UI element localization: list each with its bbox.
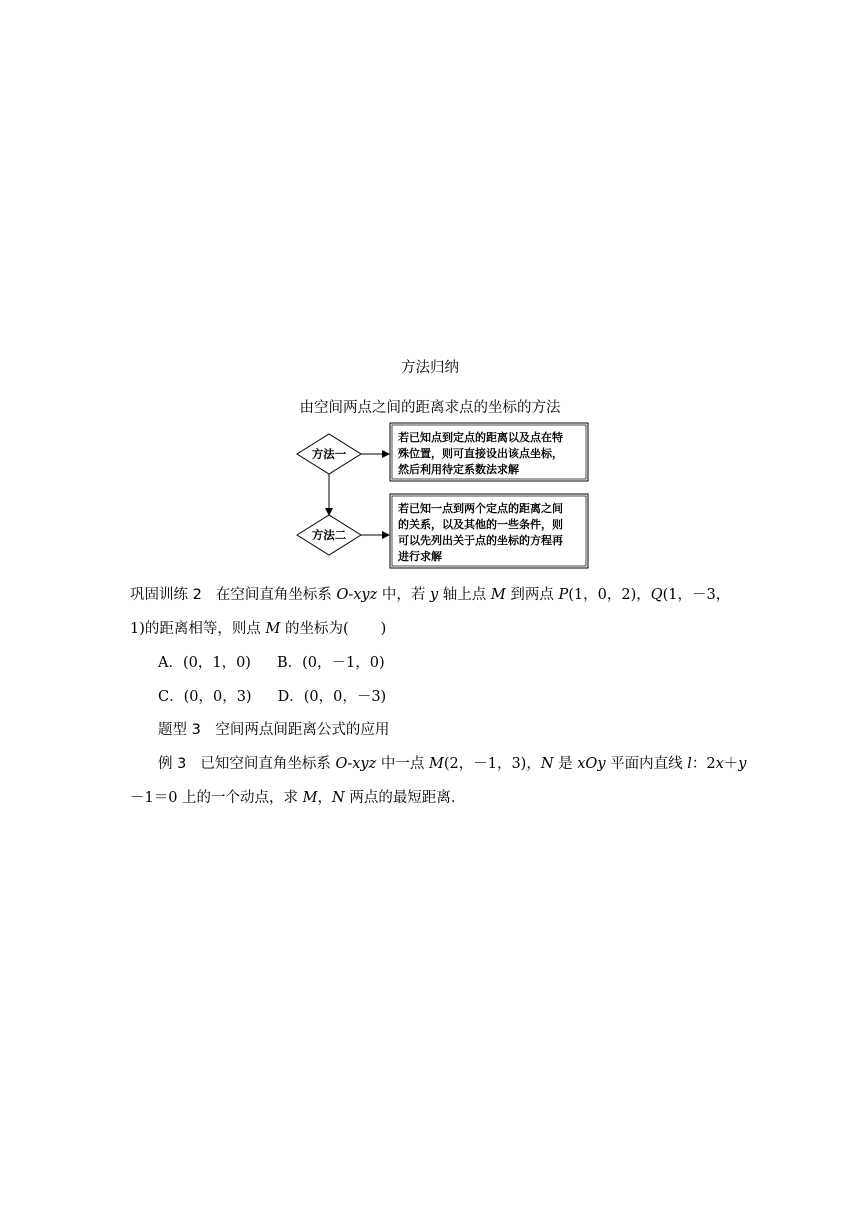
method1-text-line: 然后利用待定系数法求解: [398, 463, 519, 476]
var-m: M: [428, 756, 444, 772]
var-n: N: [540, 756, 554, 772]
var-p: P: [558, 587, 569, 603]
method2-text-line: 的关系，以及其他的一些条件，则: [398, 518, 563, 531]
var-xyz: xyz: [353, 587, 378, 603]
text: 1)的距离相等，则点: [130, 621, 266, 637]
text: 中，若: [377, 587, 430, 603]
method1-text-line: 殊位置，则可直接设出该点坐标，: [398, 447, 563, 460]
text: 到两点: [505, 587, 559, 603]
option-b: B．(0，－1，0): [276, 655, 385, 671]
method1-text-line: 若已知点到定点的距离以及点在特: [398, 431, 563, 444]
section-subtitle: 由空间两点之间的距离求点的坐标的方法: [299, 400, 561, 416]
text: 是: [553, 756, 578, 772]
text: ：2: [691, 756, 716, 772]
options-row-cd: [158, 687, 386, 707]
var-m: M: [265, 621, 281, 637]
text: ＋: [723, 756, 739, 772]
text: 的坐标为(: [280, 621, 349, 637]
method1-label: 方法一: [311, 447, 347, 461]
text: 在空间直角坐标系: [215, 587, 337, 603]
exercise-question-line1: [130, 585, 730, 605]
var-n: N: [332, 790, 345, 806]
var-y: y: [429, 587, 439, 603]
text: 两点的最短距离．: [344, 790, 466, 806]
options-row-ab: [158, 653, 385, 673]
type3-heading: 题型 3 空间两点间距离公式的应用: [158, 722, 390, 738]
var-l: l: [687, 756, 692, 772]
var-m: M: [490, 587, 506, 603]
text: (1，0，2)，: [568, 587, 651, 603]
text: 平面内直线: [605, 756, 688, 772]
example3-line1: [158, 754, 747, 774]
var-o: O: [335, 756, 348, 772]
text: (1，－3，: [662, 587, 731, 603]
var-o: O: [336, 587, 349, 603]
method-flowchart: [290, 418, 600, 580]
option-a: A．(0，1，0): [158, 655, 251, 671]
var-y: y: [738, 756, 747, 772]
var-xyz: xyz: [352, 756, 377, 772]
text: 已知空间直角坐标系: [200, 756, 336, 772]
section-heading: 方法归纳: [401, 360, 459, 376]
method2-label: 方法二: [311, 528, 347, 542]
var-q: Q: [650, 587, 663, 603]
var-x: x: [715, 756, 724, 772]
option-c: C．(0，0，3): [158, 689, 252, 705]
text: －1＝0 上的一个动点，求: [130, 790, 303, 806]
exercise-question-line2: [130, 619, 386, 639]
option-d: D．(0，0，－3): [277, 689, 387, 705]
method2-text-line: 可以先列出关于点的坐标的方程再: [398, 534, 563, 547]
text: (2，－1，3)，: [443, 756, 541, 772]
text: -: [348, 587, 354, 603]
text: 轴上点: [438, 587, 491, 603]
example3-line2: [130, 788, 465, 808]
method2-text-line: 若已知一点到两个定点的距离之间: [398, 502, 563, 515]
var-m: M: [302, 790, 318, 806]
text: 中一点: [376, 756, 429, 772]
text: ): [380, 621, 387, 637]
example3-label: 例 3: [158, 756, 187, 772]
method2-text-line: 进行求解: [398, 550, 442, 563]
text: -: [347, 756, 353, 772]
var-xoy: xOy: [577, 756, 606, 772]
exercise-label: 巩固训练 2: [130, 587, 202, 603]
text: ，: [317, 790, 333, 806]
